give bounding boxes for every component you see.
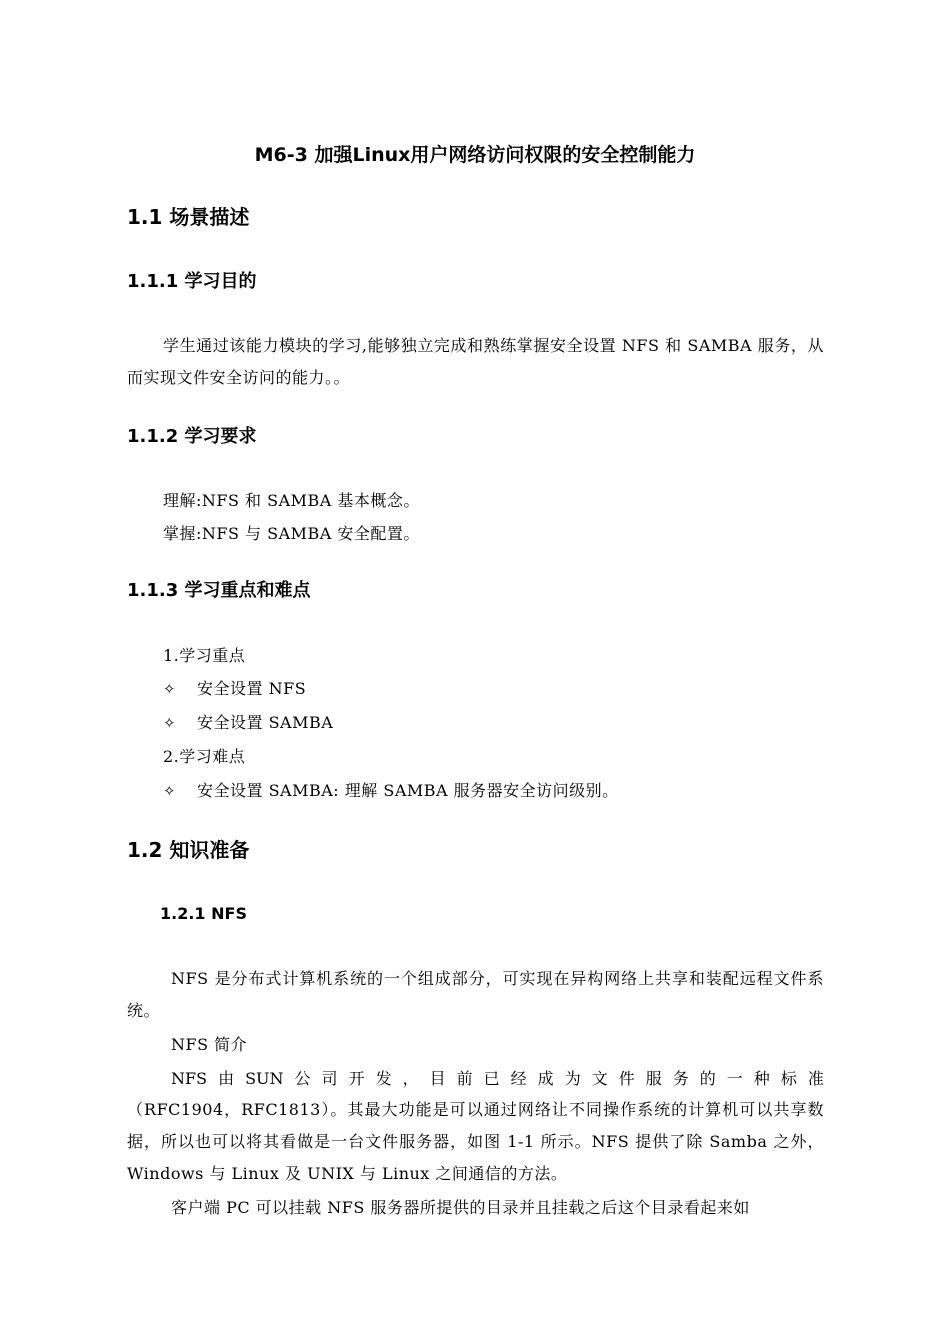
list-item <box>163 710 333 736</box>
justified-word: 文 <box>591 1069 608 1088</box>
justified-word: 已 <box>483 1069 500 1088</box>
nfs-intro-label: NFS 简介 <box>171 1035 248 1054</box>
justified-word: 准 <box>807 1069 824 1088</box>
requirement-master: 掌握:NFS 与 SAMBA 安全配置。 <box>163 524 420 543</box>
key-points-title: 1.学习重点 <box>163 646 246 665</box>
nfs-paragraph-1: NFS 是分布式计算机系统的一个组成部分，可实现在异构网络上共享和装配远程文件系统。 <box>127 969 824 1020</box>
list-item-text: 安全设置 SAMBA: 理解 SAMBA 服务器安全访问级别。 <box>197 781 619 800</box>
justified-word: 为 <box>564 1069 581 1088</box>
justified-word: 前 <box>456 1069 473 1088</box>
requirement-understand: 理解:NFS 和 SAMBA 基本概念。 <box>163 491 420 510</box>
bullet-star-icon: ✧ <box>163 680 177 698</box>
list-item <box>163 778 619 804</box>
justified-word: 的 <box>699 1069 716 1088</box>
justified-word: 发 <box>375 1069 392 1088</box>
nfs-paragraph-3: 客户端 PC 可以挂载 NFS 服务器所提供的目录并且挂载之后这个目录看起来如 <box>171 1198 750 1217</box>
justified-word: 经 <box>510 1069 527 1088</box>
heading-1-1-2: 1.1.2 学习要求 <box>127 426 257 447</box>
document-title: M6-3 加强Linux用户网络访问权限的安全控制能力 <box>254 144 696 166</box>
justified-word: 由 <box>218 1069 235 1088</box>
nfs-paragraph-2: （RFC1904，RFC1813）。其最大功能是可以通过网络让不同操作系统的计算机可以共享数据，所以也可以将其看做是一台文件服务器，如图 1-1 所示。NFS 提供了除 Samba 之外，Windows 与 Linux 及 UNIX 与 Linux 之间通信的方法。 <box>127 1100 824 1183</box>
justified-word: NFS <box>171 1069 208 1088</box>
justified-word: 件 <box>618 1069 635 1088</box>
justified-word: ， <box>402 1069 419 1088</box>
bullet-star-icon: ✧ <box>163 782 177 800</box>
list-item-text: 安全设置 SAMBA <box>197 713 334 732</box>
justified-word: 标 <box>780 1069 797 1088</box>
justified-word: SUN <box>245 1069 284 1088</box>
bullet-star-icon: ✧ <box>163 714 177 732</box>
heading-1-2: 1.2 知识准备 <box>127 838 250 862</box>
heading-1-2-1: 1.2.1 NFS <box>160 904 247 923</box>
justified-word: 司 <box>321 1069 338 1088</box>
learning-purpose-paragraph: 学生通过该能力模块的学习,能够独立完成和熟练掌握安全设置 NFS 和 SAMBA 服务，从而实现文件安全访问的能力。。 <box>127 336 824 387</box>
heading-1-1: 1.1 场景描述 <box>127 205 250 229</box>
heading-1-1-1: 1.1.1 学习目的 <box>127 271 257 292</box>
justified-word: 一 <box>726 1069 743 1088</box>
list-item-text: 安全设置 NFS <box>197 679 307 698</box>
justified-word: 开 <box>348 1069 365 1088</box>
justified-word: 种 <box>753 1069 770 1088</box>
justified-word: 目 <box>429 1069 446 1088</box>
justified-word: 公 <box>294 1069 311 1088</box>
justified-word: 务 <box>672 1069 689 1088</box>
difficulties-title: 2.学习难点 <box>163 747 246 766</box>
justified-word: 成 <box>537 1069 554 1088</box>
nfs-paragraph-2-first-line <box>171 1066 824 1092</box>
justified-word: 服 <box>645 1069 662 1088</box>
heading-1-1-3: 1.1.3 学习重点和难点 <box>127 580 311 601</box>
list-item <box>163 676 306 702</box>
